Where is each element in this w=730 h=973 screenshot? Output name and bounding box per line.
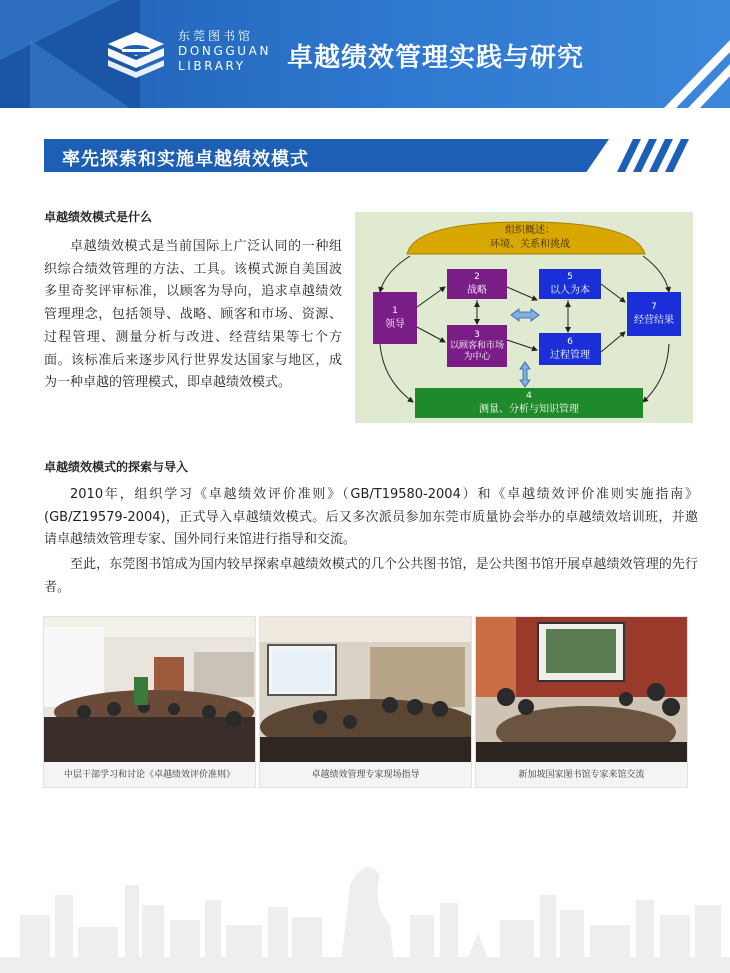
box-number: 4	[526, 391, 532, 401]
arch-line2: 环境、关系和挑战	[490, 239, 570, 250]
box-number: 2	[474, 272, 480, 282]
photo-card	[259, 616, 472, 788]
paragraph-definition: 卓越绩效模式是当前国际上广泛认同的一种组织综合绩效管理的方法、工具。该模式源自美国波多里奇奖评审标准，以顾客为导向，追求卓越绩效管理理念，包括领导、战略、顾客和市场、资源、过程管理、测量分析与改进、经营结果等七个方面。该标准后来逐步风行世界发达国家与地区，成为一种卓越的管理模式，即卓越绩效模式。	[44, 239, 342, 391]
box-number: 1	[392, 306, 398, 316]
diagram-box-people	[539, 269, 601, 299]
box-number: 6	[567, 337, 573, 347]
photo-caption: 新加坡国家图书馆专家来馆交流	[476, 763, 687, 787]
meeting-photo	[44, 617, 255, 762]
section-title: 率先探索和实施卓越绩效模式	[62, 149, 309, 170]
subheading-exploration: 卓越绩效模式的探索与导入	[44, 460, 189, 474]
excellence-model-diagram	[355, 212, 693, 423]
photo-caption: 中层干部学习和讨论《卓越绩效评价准则》	[44, 763, 255, 787]
box-label: 以人为本	[550, 285, 590, 296]
box-label: 领导	[385, 319, 405, 330]
diagram-box-measurement	[415, 388, 643, 418]
subheading-what-is: 卓越绩效模式是什么	[44, 210, 153, 224]
diagram-box-leadership	[373, 292, 417, 344]
library-name-cn: 东莞图书馆	[178, 29, 254, 43]
photo-card	[43, 616, 256, 788]
page-title: 卓越绩效管理实践与研究	[287, 43, 585, 73]
meeting-photo	[260, 617, 471, 762]
library-wordmark	[178, 30, 271, 72]
city-skyline-watermark-icon	[0, 845, 730, 973]
box-number: 3	[474, 329, 480, 340]
box-number: 5	[567, 272, 573, 282]
paragraph-introduction: 2010年，组织学习《卓越绩效评价准则》（GB/T19580-2004）和《卓越绩效评价准则实施指南》(GB/Z19579-2004)，正式导入卓越绩效模式。后又多次派员参加东莞市质量协会举办的卓越绩效培训班，并邀请卓越绩效管理专家、国外同行来馆进行指导和交流。	[44, 487, 698, 548]
decorative-stripes-icon	[620, 0, 730, 108]
photo-card	[475, 616, 688, 788]
diagram-box-strategy	[447, 269, 507, 299]
paragraph-pioneer: 至此，东莞图书馆成为国内较早探索卓越绩效模式的几个公共图书馆，是公共图书馆开展卓越绩效管理的先行者。	[44, 557, 698, 595]
box-label: 经营结果	[634, 315, 674, 326]
box-number: 7	[651, 302, 657, 312]
library-logo-icon	[104, 30, 168, 78]
diagram-box-results	[627, 292, 681, 336]
library-name-en-line1: DONGGUAN	[178, 44, 272, 58]
box-label: 过程管理	[550, 350, 590, 361]
header-banner	[0, 0, 730, 108]
meeting-photo	[476, 617, 687, 762]
diagram-box-process	[539, 333, 601, 365]
diagram-arch-label	[440, 224, 620, 252]
box-label: 战略	[467, 285, 487, 296]
arch-line1: 组织概述：	[505, 225, 555, 236]
library-name-en-line2: LIBRARY	[178, 59, 246, 73]
box-label: 以顾客和市场为中心	[450, 340, 505, 362]
diagram-box-customers	[447, 325, 507, 367]
box-label: 测量、分析与知识管理	[479, 404, 579, 415]
photo-caption: 卓越绩效管理专家现场指导	[260, 763, 471, 787]
section-header	[44, 139, 644, 172]
section-slashes-icon	[609, 139, 689, 172]
